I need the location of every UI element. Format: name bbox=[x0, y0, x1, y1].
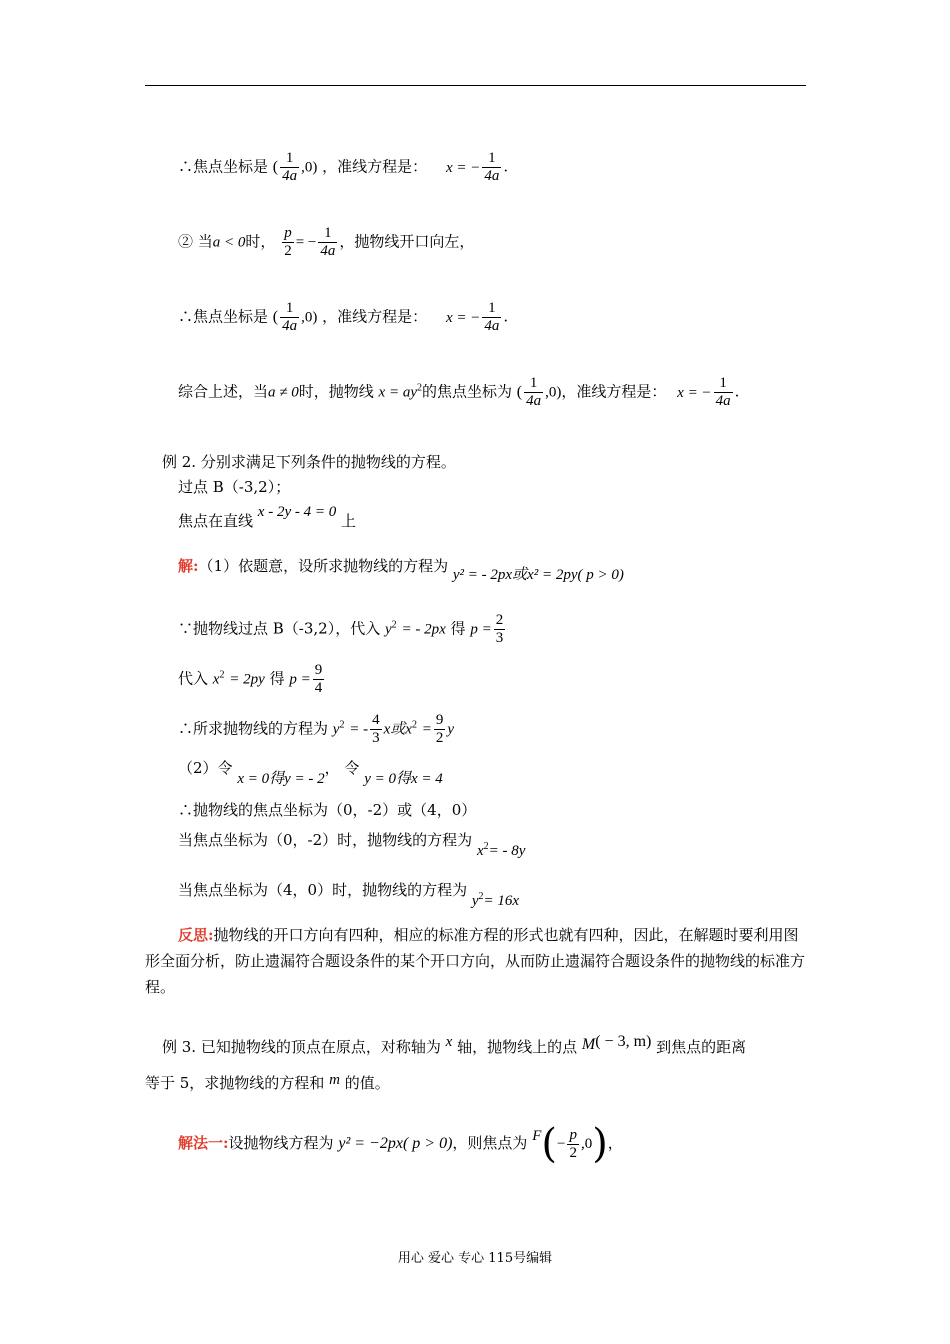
fraction-directrix: $\frac{1}{4a}$ bbox=[484, 300, 500, 334]
solution-line-4: ∴所求抛物线的方程为 $y^2$ = - $\frac{4}{3}$ x或$x^2$ = $\frac{9}{2}$ y bbox=[178, 712, 455, 746]
fraction-1-over-4a: $\frac{1}{4a}$ bbox=[526, 375, 542, 409]
header-rule bbox=[145, 85, 806, 86]
example-2-condition-2: 焦点在直线 x - 2y - 4 = 0 上 bbox=[178, 504, 357, 530]
solution-line-8: 当焦点坐标为（4，0）时，抛物线的方程为 $y^2= 16x$ bbox=[178, 881, 520, 909]
example-2-condition-1: 过点 B（-3,2）； bbox=[178, 478, 291, 496]
solution-line-5: （2）令 x = 0得y = - 2， 令 y = 0得x = 4 bbox=[178, 759, 443, 787]
fraction-1-over-4a: $\frac{1}{4a}$ bbox=[282, 150, 298, 184]
example-3-line-1: 例 3. 已知抛物线的顶点在原点，对称轴为 x 轴，抛物线上的点 M( − 3, m) 到焦点的距离 bbox=[162, 1033, 747, 1056]
focus-line-1: ∴焦点坐标是 ( $\frac{1}{4a}$ ,0) ，准线方程是： x = − $\frac{1}{4a}$ . bbox=[178, 150, 509, 184]
fraction-p-over-2: $\frac{p}{2}$ bbox=[569, 1126, 577, 1161]
page-footer: 用心 爱心 专心 115号编辑 bbox=[397, 1251, 553, 1266]
example-2-title: 例 2. 分别求满足下列条件的抛物线的方程。 bbox=[162, 453, 456, 471]
reflection-paragraph: 反思:抛物线的开口方向有四种，相应的标准方程的形式也就有四种，因此，在解题时要利用图形全面分析，防止遗漏符合题设条件的某个开口方向，从而防止遗漏符合题设条件的抛物线的标准方程。 bbox=[145, 926, 806, 996]
fraction-9-over-2: $\frac{9}{2}$ bbox=[435, 712, 444, 746]
focus-line-2: ∴焦点坐标是 ( $\frac{1}{4a}$ ,0) ，准线方程是： x = − $\frac{1}{4a}$ . bbox=[178, 300, 509, 334]
method-1-line: 解法一:设抛物线方程为 y² = −2px( p > 0)，则焦点为 F(− $\frac{p}{2}$ ,0)， bbox=[178, 1121, 623, 1167]
fraction-directrix: $\frac{1}{4a}$ bbox=[484, 150, 500, 184]
summary-line: 综合上述，当a ≠ 0时，抛物线 $x = ay^2$的焦点坐标为 ( $\frac{1}{4a}$ ,0)，准线方程是： x = − $\frac{1}{4a}$ . bbox=[178, 375, 740, 409]
fraction-1-over-4a: $\frac{1}{4a}$ bbox=[320, 225, 336, 259]
fraction-p-over-2: $\frac{p}{2}$ bbox=[284, 225, 292, 259]
example-3-line-2: 等于 5，求抛物线的方程和 m 的值。 bbox=[145, 1072, 390, 1092]
fraction-2-over-3: $\frac{2}{3}$ bbox=[495, 612, 504, 646]
solution-line-7: 当焦点坐标为（0，-2）时，抛物线的方程为 $x^2= - 8y$ bbox=[178, 831, 526, 859]
fraction-1-over-4a: $\frac{1}{4a}$ bbox=[282, 300, 298, 334]
fraction-4-over-3: $\frac{4}{3}$ bbox=[372, 712, 380, 746]
solution-line-2: ∵抛物线过点 B（-3,2），代入 $y^2$ = - 2px 得 p = $\frac{2}{3}$ bbox=[178, 612, 504, 646]
solution-line-3: 代入 $x^2 = 2py$ 得 p = $\frac{9}{4}$ bbox=[178, 662, 323, 696]
solution-line-6: ∴抛物线的焦点坐标为（0，-2）或（4，0） bbox=[178, 801, 477, 819]
solution-line-1: 解:（1）依题意，设所求抛物线的方程为 y² = - 2px或x² = 2py( p > 0) bbox=[178, 557, 624, 583]
fraction-directrix: $\frac{1}{4a}$ bbox=[715, 375, 731, 409]
case-a-negative: ② 当a < 0时， $\frac{p}{2}$ = − $\frac{1}{4a}$ ，抛物线开口向左， bbox=[178, 225, 475, 259]
fraction-9-over-4: $\frac{9}{4}$ bbox=[314, 662, 323, 696]
